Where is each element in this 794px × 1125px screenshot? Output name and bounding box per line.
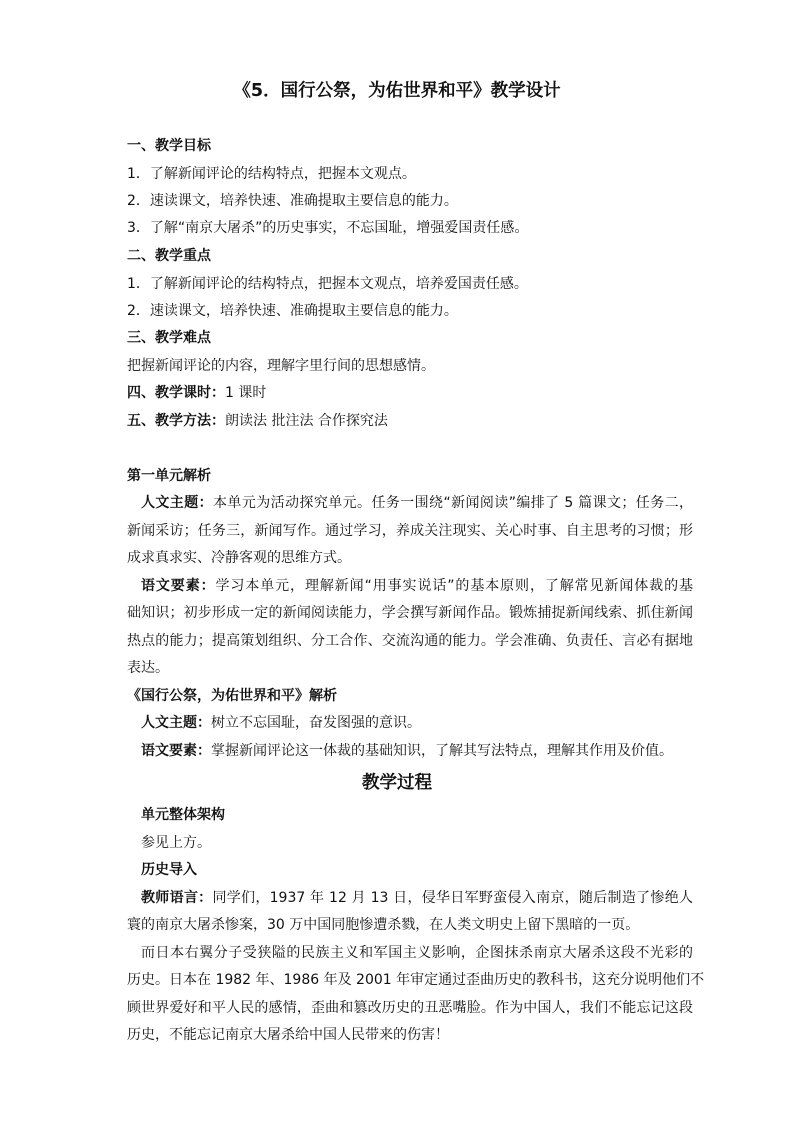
language-label: 语文要素： — [141, 743, 211, 759]
difficulties-text: 把握新闻评论的内容，理解字里行间的思想感情。 — [127, 358, 435, 374]
unit-analysis-heading: 第一单元解析 — [127, 468, 211, 484]
objectives-heading: 一、教学目标 — [127, 138, 211, 154]
methods-label: 五、教学方法： — [127, 413, 225, 429]
paragraph-line — [127, 493, 693, 513]
paragraph-text: 掌握新闻评论这一体裁的基础知识，了解其写法特点，理解其作用及价值。 — [211, 743, 673, 759]
hours-value: 1 课时 — [225, 385, 267, 401]
paragraph-line: 新闻采访；任务三，新闻写作。通过学习，养成关注现实、关心时事、自主思考的习惯；形 — [127, 523, 693, 539]
methods-value: 朗读法 批注法 合作探究法 — [225, 413, 388, 429]
paragraph-line: 热点的能力；提高策划组织、分工合作、交流沟通的能力。学会准确、负责任、言必有据地 — [127, 633, 693, 649]
intro-heading: 历史导入 — [141, 862, 197, 878]
process-heading: 教学过程 — [362, 773, 432, 793]
paragraph-line: 顾世界爱好和平人民的感情，歪曲和篡改历史的丑恶嘴脸。作为中国人，我们不能忘记这段 — [127, 1000, 693, 1016]
humanities-label: 人文主题： — [141, 495, 214, 511]
objective-item: 3．了解“南京大屠杀”的历史事实，不忘国耻，增强爱国责任感。 — [127, 220, 529, 236]
paragraph-text: 本单元为活动探究单元。任务一围绕“新闻阅读”编排了 5 篇课文；任务二， — [213, 495, 694, 511]
paragraph-line: 表达。 — [127, 660, 169, 676]
paragraph-line — [127, 888, 693, 908]
language-label: 语文要素： — [141, 578, 216, 594]
framework-text: 参见上方。 — [141, 835, 211, 851]
paragraph-line: 础知识；初步形成一定的新闻阅读能力，学会撰写新闻作品。锻炼捕捉新闻线索、抓住新闻 — [127, 605, 693, 621]
hours-line — [127, 383, 266, 403]
paragraph-text: 学习本单元，理解新闻“用事实说话”的基本原则，了解常见新闻体裁的基 — [215, 578, 693, 594]
humanities-label: 人文主题： — [141, 715, 211, 731]
key-point-item: 1．了解新闻评论的结构特点，把握本文观点，培养爱国责任感。 — [127, 276, 528, 292]
difficulties-heading: 三、教学难点 — [127, 330, 211, 346]
paragraph-line — [127, 576, 693, 596]
paragraph-line: 历史，不能忘记南京大屠杀给中国人民带来的伤害！ — [127, 1027, 449, 1043]
framework-heading: 单元整体架构 — [141, 807, 225, 823]
paragraph-line: 成求真求实、冷静客观的思维方式。 — [127, 550, 351, 566]
teacher-label: 教师语言： — [141, 890, 213, 906]
paragraph-line: 历史。日本在 1982 年、1986 年及 2001 年审定通过歪曲历史的教科书，这充分说明他们不 — [127, 972, 705, 988]
paragraph-text: 树立不忘国耻，奋发图强的意识。 — [211, 715, 421, 731]
paragraph-line: 寰的南京大屠杀惨案，30 万中国同胞惨遭杀戮，在人类文明史上留下黑暗的一页。 — [127, 917, 640, 933]
key-points-heading: 二、教学重点 — [127, 248, 211, 264]
paragraph-line: 而日本右翼分子受狭隘的民族主义和军国主义影响，企图抹杀南京大屠杀这段不光彩的 — [141, 945, 693, 961]
lesson-humanities-line — [141, 713, 421, 733]
key-point-item: 2．速读课文，培养快速、准确提取主要信息的能力。 — [127, 303, 458, 319]
paragraph-text: 同学们，1937 年 12 月 13 日，侵华日军野蛮侵入南京，随后制造了惨绝人 — [212, 890, 694, 906]
objective-item: 2．速读课文，培养快速、准确提取主要信息的能力。 — [127, 193, 458, 209]
lesson-analysis-heading: 《国行公祭，为佑世界和平》解析 — [127, 688, 337, 704]
objective-item: 1．了解新闻评论的结构特点，把握本文观点。 — [127, 166, 416, 182]
lesson-language-line — [141, 741, 673, 761]
hours-label: 四、教学课时： — [127, 385, 225, 401]
document-title: 《5．国行公祭，为佑世界和平》教学设计 — [233, 81, 561, 101]
methods-line — [127, 411, 388, 431]
